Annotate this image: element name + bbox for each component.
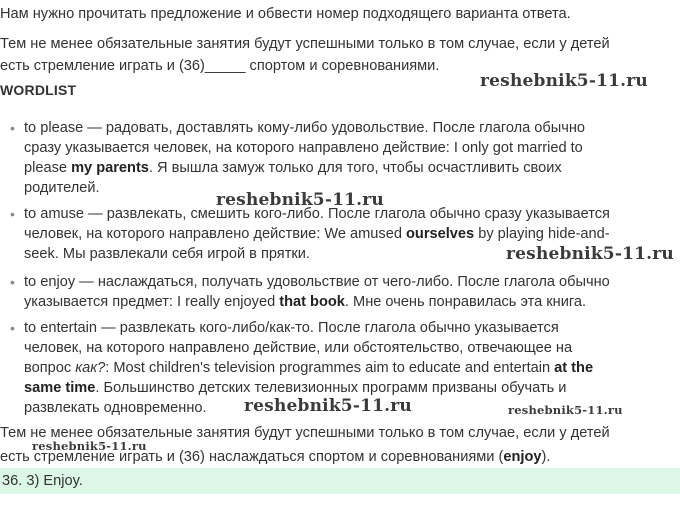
answer-word: enjoy [503,449,542,465]
conclusion-line-2: есть стремление играть и (36) наслаждаться спортом и соревнованиями (enjoy). [0,449,551,465]
example-highlight: at the [554,360,594,376]
answer-text: 36. 3) Enjoy. [2,473,83,489]
question-line-2: есть стремление играть и (36)_____ спортом и соревнованиями. [0,58,440,74]
wordlist-heading: WORDLIST [0,82,77,98]
question-line-1: Тем не менее обязательные занятия будут успешными только в том случае, если у детей [0,36,610,52]
question-word: как? [75,360,106,376]
answer-box [0,468,680,494]
example-highlight: same time [24,380,96,396]
definition-please: to please — радовать, доставлять кому-либо удовольствие. После глагола обычно сразу указывается человек, на которого направлено действие: I only got married to please my parents. Я вышла замуж только для того, чтобы осчастливить своих родителей. [24,120,586,196]
definition-amuse: to amuse — развлекать, смешить кого-либо. После глагола обычно сразу указывается человек, на которого направлено действие: We amused ourselves by playing hide-and- seek. Мы развлекали себя игрой в прятки. [24,206,610,262]
definition-entertain: to entertain — развлекать кого-либо/как-то. После глагола обычно указывается человек, на которого направлено действие, или обстоятельство, отвечающее на вопрос как?: Most children's television programmes aim to educate and entertain at the same time. Большинство детских телевизионных программ призваны обучать и развлекать одновременно. [24,320,594,416]
watermark: reshebnik5-11.ru [32,439,147,453]
watermark: reshebnik5-11.ru [508,403,623,417]
watermark: reshebnik5-11.ru [244,396,412,416]
watermark: reshebnik5-11.ru [216,190,384,210]
bullet-dot-icon: • [10,120,15,136]
example-highlight: ourselves [406,226,475,242]
bullet-dot-icon: • [10,206,15,222]
definition-enjoy: to enjoy — наслаждаться, получать удовольствие от чего-либо. После глагола обычно указывается предмет: I really enjoyed that book. Мне очень понравилась эта книга. [24,274,610,310]
bullet-dot-icon: • [10,320,15,336]
intro-text: Нам нужно прочитать предложение и обвести номер подходящего варианта ответа. [0,6,571,22]
conclusion-line-1: Тем не менее обязательные занятия будут успешными только в том случае, если у детей [0,425,610,441]
bullet-dot-icon: • [10,274,15,290]
example-highlight: that book [279,294,345,310]
example-highlight: my parents [71,160,149,176]
watermark: reshebnik5-11.ru [480,71,648,91]
watermark: reshebnik5-11.ru [506,244,674,264]
